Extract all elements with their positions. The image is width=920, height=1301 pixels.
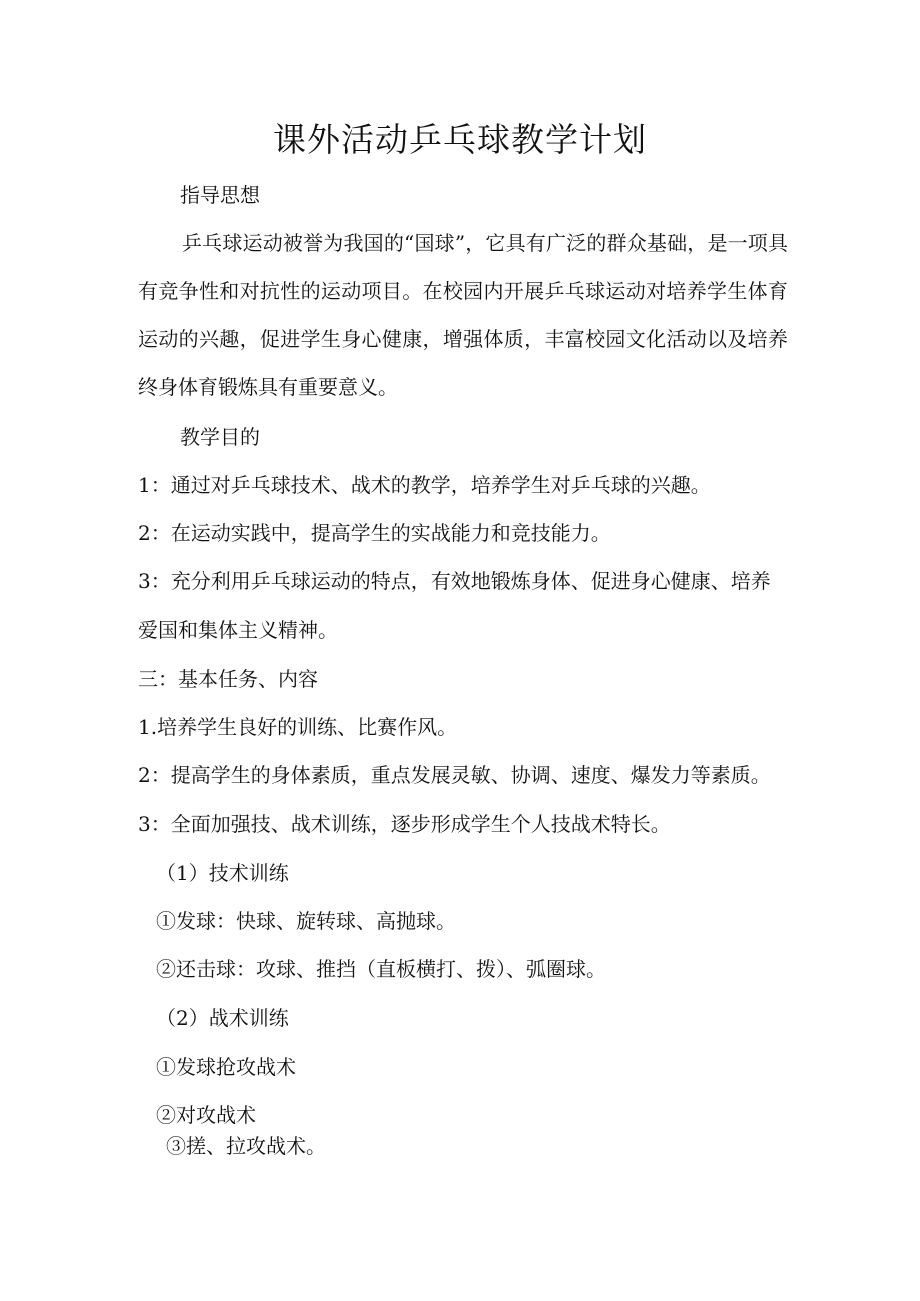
list-item: 2：在运动实践中，提高学生的实战能力和竞技能力。	[138, 521, 611, 545]
list-item: ②还击球：攻球、推挡（直板横打、拨）、弧圈球。	[156, 957, 606, 981]
list-item: ①发球抢攻战术	[156, 1055, 296, 1079]
section-heading-tasks: 三：基本任务、内容	[138, 667, 318, 691]
list-item-continuation: 爱国和集体主义精神。	[138, 618, 338, 642]
list-item: ①发球：快球、旋转球、高抛球。	[156, 909, 456, 933]
list-item: 3：全面加强技、战术训练，逐步形成学生个人技战术特长。	[138, 812, 671, 836]
list-item: 3：充分利用乒乓球运动的特点，有效地锻炼身体、促进身心健康、培养	[138, 569, 771, 593]
subheading-technical: （1）技术训练	[156, 861, 289, 885]
section-heading-guiding: 指导思想	[180, 183, 260, 207]
guiding-paragraph: 乒乓球运动被誉为我国的“国球”，它具有广泛的群众基础，是一项具有竞争性和对抗性的运动项目。在校园内开展乒乓球运动对培养学生体育运动的兴趣，促进学生身心健康，增强体质，丰富校园文化活动以及培养终身体育锻炼具有重要意义。	[138, 231, 788, 399]
list-item: 1：通过对乒乓球技术、战术的教学，培养学生对乒乓球的兴趣。	[138, 473, 711, 497]
list-item: 2：提高学生的身体素质，重点发展灵敏、协调、速度、爆发力等素质。	[138, 763, 771, 787]
list-item: ③搓、拉攻战术。	[166, 1134, 326, 1158]
list-item: ②对攻战术	[156, 1103, 256, 1127]
document-title: 课外活动乒乓球教学计划	[273, 120, 647, 159]
subheading-tactical: （2）战术训练	[156, 1006, 289, 1030]
list-item: 1.培养学生良好的训练、比赛作风。	[138, 715, 458, 739]
section-heading-objective: 教学目的	[180, 425, 260, 449]
